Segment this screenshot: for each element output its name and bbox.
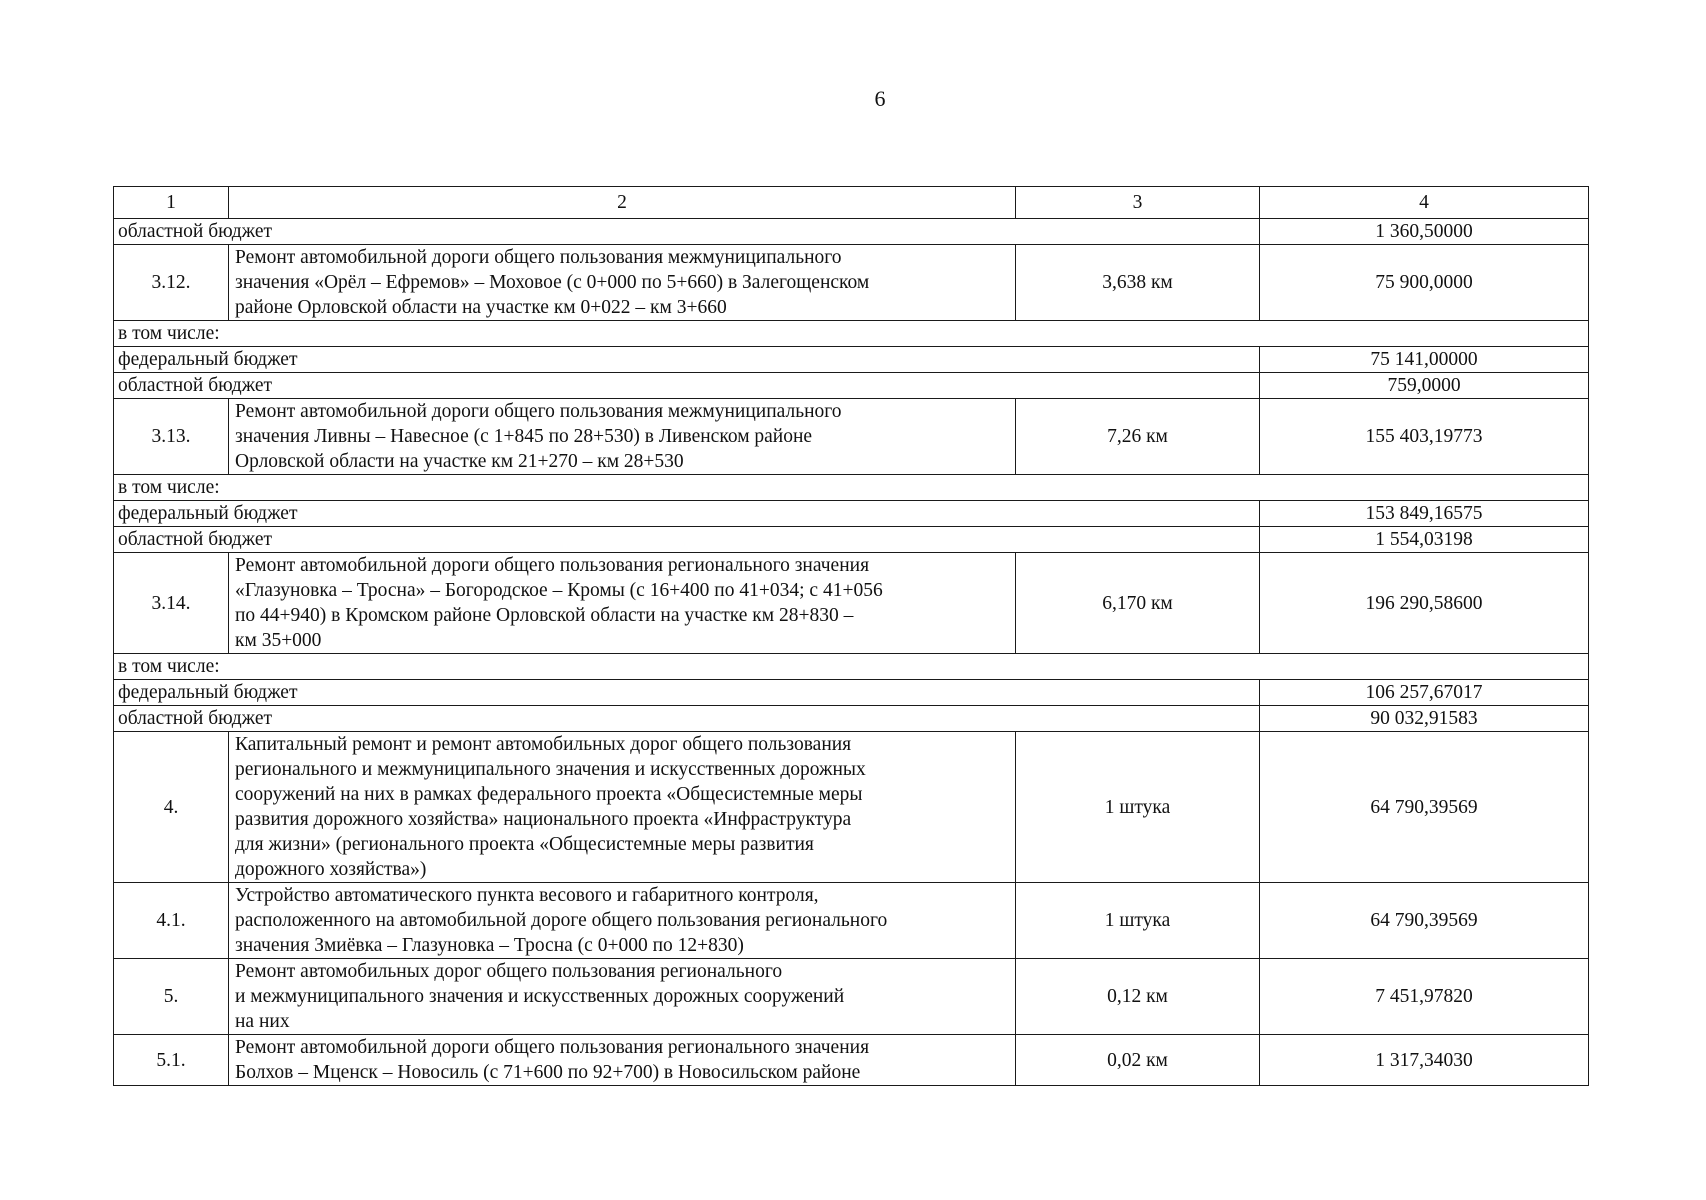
- budget-label: областной бюджет: [114, 219, 1260, 245]
- item-description-line: развития дорожного хозяйства» национального проекта «Инфраструктура: [235, 809, 852, 830]
- item-description-line: районе Орловской области на участке км 0+022 – км 3+660: [235, 297, 727, 318]
- budget-amount: 1 554,03198: [1260, 527, 1589, 553]
- item-quantity: 7,26 км: [1016, 399, 1260, 475]
- note-row: [114, 321, 1589, 347]
- item-description-line: по 44+940) в Кромском районе Орловской области на участке км 28+830 –: [235, 605, 854, 626]
- item-row: [114, 1035, 1589, 1086]
- budget-subrow: [114, 219, 1589, 245]
- item-row: [114, 883, 1589, 959]
- item-description: [229, 553, 1016, 654]
- item-quantity: 6,170 км: [1016, 553, 1260, 654]
- item-description: [229, 883, 1016, 959]
- budget-subrow: [114, 527, 1589, 553]
- item-amount: 75 900,0000: [1260, 245, 1589, 321]
- item-row: [114, 732, 1589, 883]
- budget-subrow: [114, 373, 1589, 399]
- item-description: [229, 399, 1016, 475]
- budget-amount: 153 849,16575: [1260, 501, 1589, 527]
- item-number: 3.13.: [114, 399, 229, 475]
- budget-label: областной бюджет: [114, 373, 1260, 399]
- note-row: [114, 475, 1589, 501]
- note-label: в том числе:: [114, 654, 1589, 680]
- note-label: в том числе:: [114, 475, 1589, 501]
- header-col-2: 2: [229, 187, 1016, 219]
- budget-amount: 1 360,50000: [1260, 219, 1589, 245]
- item-number: 4.1.: [114, 883, 229, 959]
- header-col-3: 3: [1016, 187, 1260, 219]
- table-body: [114, 187, 1589, 1086]
- item-description-line: дорожного хозяйства»): [235, 859, 427, 880]
- item-number: 4.: [114, 732, 229, 883]
- page-number: 6: [874, 86, 886, 111]
- item-description-line: значения «Орёл – Ефремов» – Моховое (с 0+000 по 5+660) в Залегощенском: [235, 272, 870, 293]
- note-row: [114, 654, 1589, 680]
- item-description-line: Ремонт автомобильных дорог общего пользования регионального: [235, 961, 783, 982]
- item-amount: 64 790,39569: [1260, 883, 1589, 959]
- budget-subrow: [114, 680, 1589, 706]
- item-description-line: Устройство автоматического пункта весового и габаритного контроля,: [235, 885, 819, 906]
- item-description-line: Орловской области на участке км 21+270 – км 28+530: [235, 451, 684, 472]
- budget-label: областной бюджет: [114, 527, 1260, 553]
- item-description-line: сооружений на них в рамках федерального проекта «Общесистемные меры: [235, 784, 863, 805]
- item-description: [229, 245, 1016, 321]
- item-description-line: Болхов – Мценск – Новосиль (с 71+600 по 92+700) в Новосильском районе: [235, 1062, 861, 1083]
- item-quantity: 3,638 км: [1016, 245, 1260, 321]
- item-row: [114, 399, 1589, 475]
- item-description-line: расположенного на автомобильной дороге общего пользования регионального: [235, 910, 888, 931]
- item-quantity: 0,12 км: [1016, 959, 1260, 1035]
- item-description-line: Ремонт автомобильной дороги общего пользования межмуниципального: [235, 401, 842, 422]
- item-number: 5.1.: [114, 1035, 229, 1086]
- budget-label: областной бюджет: [114, 706, 1260, 732]
- item-amount: 155 403,19773: [1260, 399, 1589, 475]
- item-amount: 196 290,58600: [1260, 553, 1589, 654]
- item-description-line: значения Ливны – Навесное (с 1+845 по 28+530) в Ливенском районе: [235, 426, 813, 447]
- item-quantity: 0,02 км: [1016, 1035, 1260, 1086]
- header-col-4: 4: [1260, 187, 1589, 219]
- item-description-line: для жизни» (регионального проекта «Общесистемные меры развития: [235, 834, 814, 855]
- header-col-1: 1: [114, 187, 229, 219]
- budget-amount: 90 032,91583: [1260, 706, 1589, 732]
- item-description: [229, 732, 1016, 883]
- item-amount: 64 790,39569: [1260, 732, 1589, 883]
- item-number: 3.12.: [114, 245, 229, 321]
- table-header-row: [114, 187, 1589, 219]
- budget-label: федеральный бюджет: [114, 501, 1260, 527]
- budget-label: федеральный бюджет: [114, 347, 1260, 373]
- item-amount: 7 451,97820: [1260, 959, 1589, 1035]
- note-label: в том числе:: [114, 321, 1589, 347]
- item-description-line: регионального и межмуниципального значения и искусственных дорожных: [235, 759, 866, 780]
- item-number: 5.: [114, 959, 229, 1035]
- item-amount: 1 317,34030: [1260, 1035, 1589, 1086]
- item-description-line: км 35+000: [235, 630, 322, 651]
- item-description: [229, 959, 1016, 1035]
- item-row: [114, 245, 1589, 321]
- item-description-line: Ремонт автомобильной дороги общего пользования регионального значения: [235, 1037, 870, 1058]
- item-description-line: Капитальный ремонт и ремонт автомобильных дорог общего пользования: [235, 734, 852, 755]
- budget-amount: 759,0000: [1260, 373, 1589, 399]
- budget-subrow: [114, 501, 1589, 527]
- item-description-line: «Глазуновка – Тросна» – Богородское – Кромы (с 16+400 по 41+034; с 41+056: [235, 580, 883, 601]
- budget-table: [113, 186, 1589, 1086]
- item-quantity: 1 штука: [1016, 732, 1260, 883]
- budget-subrow: [114, 347, 1589, 373]
- item-description-line: Ремонт автомобильной дороги общего пользования межмуниципального: [235, 247, 842, 268]
- item-description-line: на них: [235, 1011, 290, 1032]
- item-row: [114, 553, 1589, 654]
- budget-subrow: [114, 706, 1589, 732]
- budget-amount: 106 257,67017: [1260, 680, 1589, 706]
- item-description-line: и межмуниципального значения и искусственных дорожных сооружений: [235, 986, 845, 1007]
- item-row: [114, 959, 1589, 1035]
- budget-amount: 75 141,00000: [1260, 347, 1589, 373]
- item-quantity: 1 штука: [1016, 883, 1260, 959]
- item-description-line: Ремонт автомобильной дороги общего пользования регионального значения: [235, 555, 870, 576]
- item-number: 3.14.: [114, 553, 229, 654]
- item-description: [229, 1035, 1016, 1086]
- item-description-line: значения Змиёвка – Глазуновка – Тросна (с 0+000 по 12+830): [235, 935, 744, 956]
- budget-label: федеральный бюджет: [114, 680, 1260, 706]
